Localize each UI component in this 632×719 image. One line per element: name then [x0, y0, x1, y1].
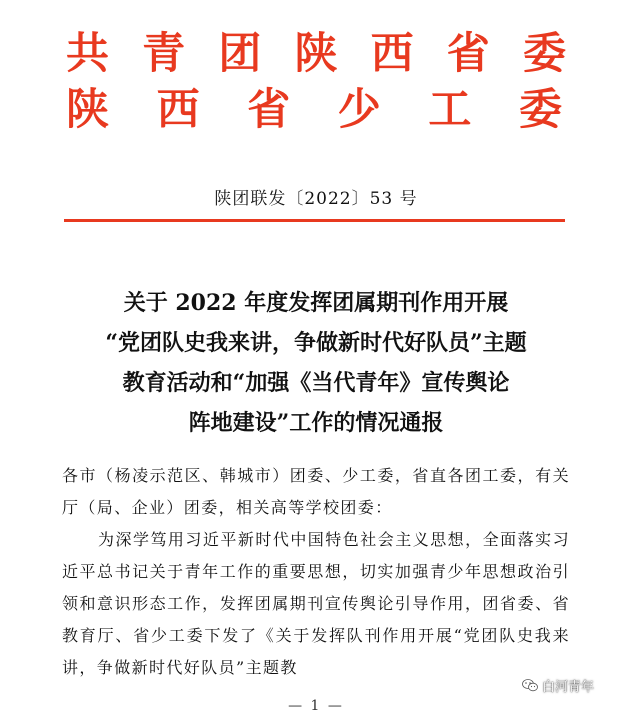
issuer-line-1	[66, 28, 566, 80]
red-divider-line	[64, 219, 565, 222]
issuer-char: 陕	[294, 29, 338, 79]
issuer-char: 委	[518, 85, 562, 135]
watermark	[522, 676, 594, 695]
issuer-char: 陕	[66, 85, 109, 135]
title-line: 阵地建设”工作的情况通报	[188, 410, 444, 436]
issuer-char: 共	[66, 29, 109, 79]
issuer-char: 委	[522, 29, 566, 79]
issuer-char: 青	[142, 29, 186, 79]
wechat-icon	[522, 679, 538, 692]
document-title	[0, 283, 632, 443]
issuer-line-2	[66, 84, 562, 136]
issuer-char: 少	[337, 85, 381, 135]
body-paragraph: 为深学笃用习近平新时代中国特色社会主义思想，全面落实习近平总书记关于青年工作的重要思想，切实加强青少年思想政治引领和意识形态工作，发挥团属期刊宣传舆论引导作用，团省委、省教育厅、省少工委下发了《关于发挥队刊作用开展“党团队史我来讲，争做新时代好队员”主题教	[62, 530, 570, 677]
issuer-char: 省	[247, 85, 291, 135]
watermark-text: 白河青年	[542, 680, 595, 695]
issuer-char: 西	[156, 85, 200, 135]
document-body	[62, 460, 570, 684]
salutation: 各市（杨凌示范区、韩城市）团委、少工委，省直各团工委，有关厅（局、企业）团委，相关高等学校团委：	[62, 466, 570, 517]
title-line: 教育活动和“加强《当代青年》宣传舆论	[122, 370, 510, 396]
issuer-char: 工	[428, 85, 472, 135]
document-number: 陕团联发〔2022〕53 号	[214, 189, 418, 209]
issuer-char: 西	[370, 29, 414, 79]
title-line: 关于 2022 年度发挥团属期刊作用开展	[123, 290, 509, 316]
title-line: “党团队史我来讲，争做新时代好队员”主题	[105, 330, 527, 356]
page-number: — 1 —	[288, 698, 344, 714]
issuer-char: 团	[218, 29, 262, 79]
issuer-char: 省	[446, 29, 490, 79]
